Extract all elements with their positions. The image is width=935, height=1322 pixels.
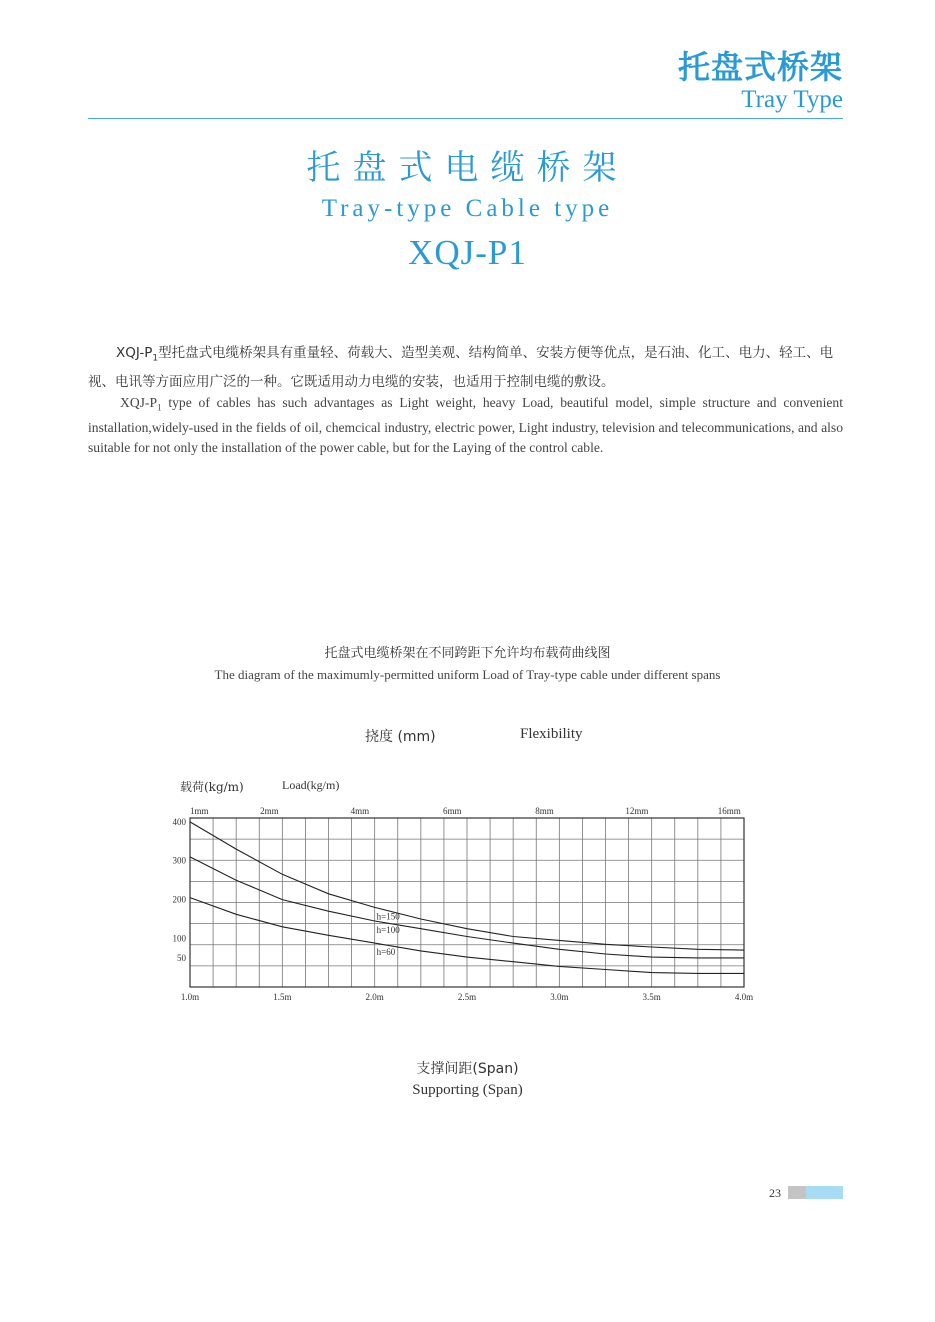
description-en-prefix: XQJ-P bbox=[120, 395, 158, 410]
description-cn-text: 型托盘式电缆桥架具有重量轻、荷载大、造型美观、结构简单、安装方便等优点，是石油、化工、电力、轻工、电视、电讯等方面应用广泛的一种。它既适用动力电缆的安装，也适用于控制电缆的敷设。 bbox=[88, 345, 834, 390]
top-tick-label: 12mm bbox=[625, 806, 649, 816]
top-tick-label: 1mm bbox=[189, 806, 209, 816]
top-tick-label: 2mm bbox=[260, 806, 279, 816]
y-tick-label: 50 bbox=[177, 952, 186, 963]
description-cn-sub: 1 bbox=[152, 353, 159, 364]
x-tick-label: 3.5m bbox=[642, 992, 661, 1002]
chart-grid bbox=[190, 818, 744, 987]
description-en-sub: 1 bbox=[157, 402, 162, 413]
model-number: XQJ-P1 bbox=[408, 233, 527, 272]
x-axis-label-en: Supporting (Span) bbox=[412, 1082, 523, 1098]
description-en-text: type of cables has such advantages as Light weight, heavy Load, beautiful model, simple structure and convenient installation,widely-used in the fields of oil, chemcical industry, electric power, Light industry, television and telecommunications, and also suitable for not only the installation of the power cable, but for the Laying of the control cable. bbox=[88, 395, 843, 455]
flexibility-label-cn: 挠度 (mm) bbox=[365, 729, 436, 745]
series-label-h-100: h=100 bbox=[376, 924, 400, 935]
top-tick-label: 16mm bbox=[717, 806, 741, 816]
x-tick-label: 1.0m bbox=[180, 992, 200, 1002]
x-tick-label: 4.0m bbox=[734, 992, 754, 1002]
y-tick-label: 400 bbox=[172, 816, 186, 827]
page-number-bar-blue bbox=[806, 1186, 843, 1199]
chart-title-en: The diagram of the maximumly-permitted uniform Load of Tray-type cable under different spans bbox=[214, 667, 721, 682]
series-label-h-60: h=60 bbox=[376, 947, 396, 958]
header-title-cn: 托盘式桥架 bbox=[677, 48, 843, 86]
top-tick-label: 4mm bbox=[350, 806, 370, 816]
x-tick-label: 1.5m bbox=[273, 992, 292, 1002]
y-tick-label: 100 bbox=[172, 933, 186, 944]
y-tick-label: 300 bbox=[172, 855, 186, 866]
x-tick-label: 2.0m bbox=[365, 992, 384, 1002]
y-tick-label: 200 bbox=[172, 894, 186, 905]
flexibility-label-en: Flexibility bbox=[520, 726, 583, 742]
page-number: 23 bbox=[769, 1186, 781, 1200]
page-number-bar-grey bbox=[788, 1186, 806, 1199]
top-tick-label: 6mm bbox=[442, 806, 462, 816]
y-axis-label-cn: 载荷(kg/m) bbox=[180, 780, 244, 794]
y-axis-label-en: Load(kg/m) bbox=[282, 778, 340, 792]
page-title-en: Tray-type Cable type bbox=[321, 195, 614, 222]
top-tick-label: 8mm bbox=[535, 806, 554, 816]
page-title-cn: 托盘式电缆桥架 bbox=[306, 148, 629, 188]
series-label-h-150: h=150 bbox=[376, 911, 400, 922]
x-tick-label: 3.0m bbox=[550, 992, 569, 1002]
description-cn-prefix: XQJ-P bbox=[116, 345, 153, 361]
x-tick-label: 2.5m bbox=[457, 992, 477, 1002]
x-axis-label-cn: 支撑间距(Span) bbox=[416, 1061, 519, 1077]
chart-title-cn: 托盘式电缆桥架在不同跨距下允许均布载荷曲线图 bbox=[324, 646, 611, 661]
header-title-en: Tray Type bbox=[741, 86, 843, 113]
